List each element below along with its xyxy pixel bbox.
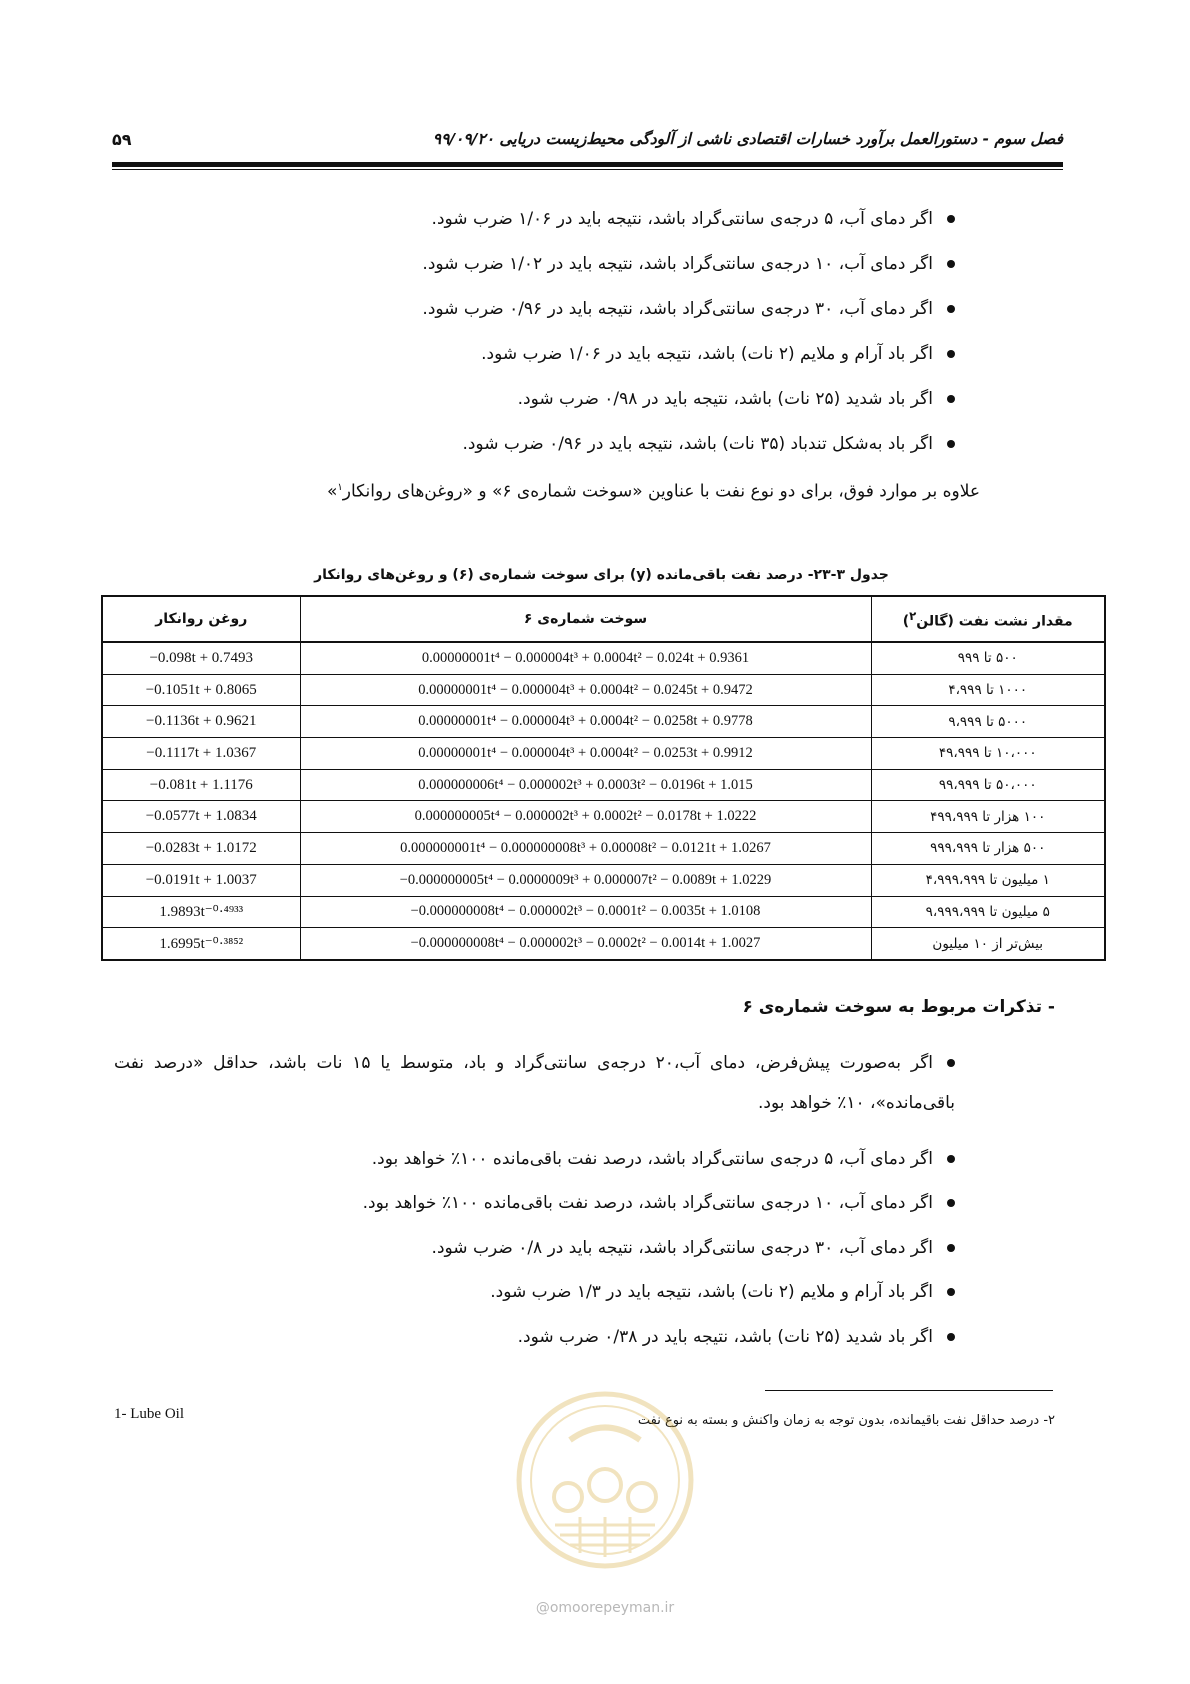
intro-paragraph: علاوه بر موارد فوق، برای دو نوع نفت با عناوین «سوخت شماره‌ی ۶» و «روغن‌های روانکار$^۱$» [327, 481, 980, 502]
page-number: ۵۹ [112, 130, 132, 149]
volume-range: ۵۰۰۰ تا ۹،۹۹۹ [871, 706, 1105, 738]
lube-formula: 1.9893t⁻⁰·⁴⁹³³ [102, 896, 300, 928]
table-row [102, 928, 1105, 960]
table-row [102, 738, 1105, 770]
volume-range: ۱۰۰ هزار تا ۴۹۹،۹۹۹ [871, 801, 1105, 833]
bullet-icon [947, 1059, 955, 1067]
volume-range: ۱ میلیون تا ۴،۹۹۹،۹۹۹ [871, 864, 1105, 896]
lube-formula: −0.0191t + 1.0037 [102, 864, 300, 896]
bullet-icon [947, 1333, 955, 1341]
table-row [102, 801, 1105, 833]
lube-formula: −0.1051t + 0.8065 [102, 674, 300, 706]
list-item: اگر باد شدید (۲۵ نات) باشد، نتیجه باید در ۰/۳۸ ضرب شود. [518, 1323, 955, 1351]
lube-formula: −0.1136t + 0.9621 [102, 706, 300, 738]
table-caption: جدول ۳-۲۳- درصد نفت باقی‌مانده (y) برای سوخت شماره‌ی (۶) و روغن‌های روانکار [314, 567, 889, 583]
lube-formula: −0.1117t + 1.0367 [102, 738, 300, 770]
volume-range: ۱۰،۰۰۰ تا ۴۹،۹۹۹ [871, 738, 1105, 770]
list-item: اگر باد به‌شکل تندباد (۳۵ نات) باشد، نتیجه باید در ۰/۹۶ ضرب شود. [462, 430, 955, 458]
volume-range: بیش‌تر از ۱۰ میلیون [871, 928, 1105, 960]
section-subheading: - تذکرات مربوط به سوخت شماره‌ی ۶ [742, 997, 1055, 1017]
fuel6-formula: 0.00000001t⁴ − 0.000004t³ + 0.0004t² − 0.0258t + 0.9778 [300, 706, 871, 738]
list-item: اگر دمای آب، ۳۰ درجه‌ی سانتی‌گراد باشد، نتیجه باید در ۰/۹۶ ضرب شود. [422, 295, 955, 323]
lube-formula: −0.0577t + 1.0834 [102, 801, 300, 833]
column-header-volume: مقدار نشت نفت (گالن$^۲$) [871, 596, 1105, 642]
watermark-text: @omoorepeyman.ir [535, 1600, 675, 1616]
fuel6-formula: 0.00000001t⁴ − 0.000004t³ + 0.0004t² − 0.0245t + 0.9472 [300, 674, 871, 706]
list-item: اگر دمای آب، ۱۰ درجه‌ی سانتی‌گراد باشد، درصد نفت باقی‌مانده ۱۰۰٪ خواهد بود. [363, 1189, 955, 1217]
footnote-mark: ۱ [337, 482, 343, 493]
bullet-icon [947, 305, 955, 313]
fuel6-formula: −0.000000008t⁴ − 0.000002t³ − 0.0001t² − 0.0035t + 1.0108 [300, 896, 871, 928]
bullet-icon [947, 1199, 955, 1207]
lube-formula: −0.081t + 1.1176 [102, 769, 300, 801]
header-divider-thin [112, 169, 1063, 170]
fuel6-formula: 0.000000001t⁴ − 0.000000008t³ + 0.00008t² − 0.0121t + 1.0267 [300, 833, 871, 865]
fuel6-formula: 0.00000001t⁴ − 0.000004t³ + 0.0004t² − 0.0253t + 0.9912 [300, 738, 871, 770]
list-item: اگر دمای آب، ۵ درجه‌ی سانتی‌گراد باشد، نتیجه باید در ۱/۰۶ ضرب شود. [432, 205, 955, 233]
table-row [102, 833, 1105, 865]
footnote-divider [765, 1390, 1053, 1391]
fuel6-formula: 0.000000006t⁴ − 0.000002t³ + 0.0003t² − 0.0196t + 1.015 [300, 769, 871, 801]
fuel6-formula: −0.000000005t⁴ − 0.0000009t³ + 0.000007t² − 0.0089t + 1.0229 [300, 864, 871, 896]
table-row [102, 896, 1105, 928]
footnote-english: 1- Lube Oil [114, 1406, 184, 1422]
list-item: اگر دمای آب، ۳۰ درجه‌ی سانتی‌گراد باشد، نتیجه باید در ۰/۸ ضرب شود. [432, 1234, 955, 1262]
bullet-icon [947, 215, 955, 223]
bullet-icon [947, 1288, 955, 1296]
watermark-seal-icon [510, 1385, 700, 1575]
fuel6-formula: −0.000000008t⁴ − 0.000002t³ − 0.0002t² − 0.0014t + 1.0027 [300, 928, 871, 960]
list-item: اگر باد آرام و ملایم (۲ نات) باشد، نتیجه باید در ۱/۰۶ ضرب شود. [481, 340, 955, 368]
column-header-lube: روغن روانکار [102, 596, 300, 642]
bullet-icon [947, 440, 955, 448]
lube-formula: −0.098t + 0.7493 [102, 642, 300, 674]
bullet-icon [947, 1155, 955, 1163]
volume-range: ۵۰۰ تا ۹۹۹ [871, 642, 1105, 674]
bullet-icon [947, 395, 955, 403]
fuel6-formula: 0.00000001t⁴ − 0.000004t³ + 0.0004t² − 0.024t + 0.9361 [300, 642, 871, 674]
volume-range: ۱۰۰۰ تا ۴،۹۹۹ [871, 674, 1105, 706]
page-header [112, 130, 1063, 154]
list-item: اگر به‌صورت پیش‌فرض، دمای آب،۲۰ درجه‌ی سانتی‌گراد و باد، متوسط یا ۱۵ نات باشد، حداقل «درصد نفت باقی‌مانده»، ۱۰٪ خواهد بود. [114, 1053, 955, 1113]
volume-range: ۵۰۰ هزار تا ۹۹۹،۹۹۹ [871, 833, 1105, 865]
list-item: اگر دمای آب، ۱۰ درجه‌ی سانتی‌گراد باشد، نتیجه باید در ۱/۰۲ ضرب شود. [422, 250, 955, 278]
header-divider [112, 162, 1063, 167]
table-row [102, 864, 1105, 896]
column-header-fuel6: سوخت شماره‌ی ۶ [300, 596, 871, 642]
table-header-row [102, 596, 1105, 642]
footnote-persian: ۲- درصد حداقل نفت باقیمانده، بدون توجه به زمان واکنش و بسته به نوع نفت [637, 1413, 1055, 1428]
table-row [102, 769, 1105, 801]
list-item: اگر باد آرام و ملایم (۲ نات) باشد، نتیجه باید در ۱/۳ ضرب شود. [490, 1278, 955, 1306]
lube-formula: 1.6995t⁻⁰·³⁸⁵² [102, 928, 300, 960]
residual-oil-table [101, 595, 1106, 961]
fuel6-formula: 0.000000005t⁴ − 0.000002t³ + 0.0002t² − 0.0178t + 1.0222 [300, 801, 871, 833]
volume-range: ۵ میلیون تا ۹،۹۹۹،۹۹۹ [871, 896, 1105, 928]
list-item: اگر باد شدید (۲۵ نات) باشد، نتیجه باید در ۰/۹۸ ضرب شود. [518, 385, 955, 413]
table-row [102, 674, 1105, 706]
bullet-icon [947, 260, 955, 268]
list-item: اگر دمای آب، ۵ درجه‌ی سانتی‌گراد باشد، درصد نفت باقی‌مانده ۱۰۰٪ خواهد بود. [372, 1145, 955, 1173]
chapter-title: فصل سوم - دستورالعمل برآورد خسارات اقتصادی ناشی از آلودگی محیط‌زیست دریایی ۹۹/۰۹/۲۰ [432, 130, 1063, 148]
volume-range: ۵۰،۰۰۰ تا ۹۹،۹۹۹ [871, 769, 1105, 801]
bullet-icon [947, 1244, 955, 1252]
lube-formula: −0.0283t + 1.0172 [102, 833, 300, 865]
table-row [102, 706, 1105, 738]
table-row [102, 642, 1105, 674]
bullet-icon [947, 350, 955, 358]
